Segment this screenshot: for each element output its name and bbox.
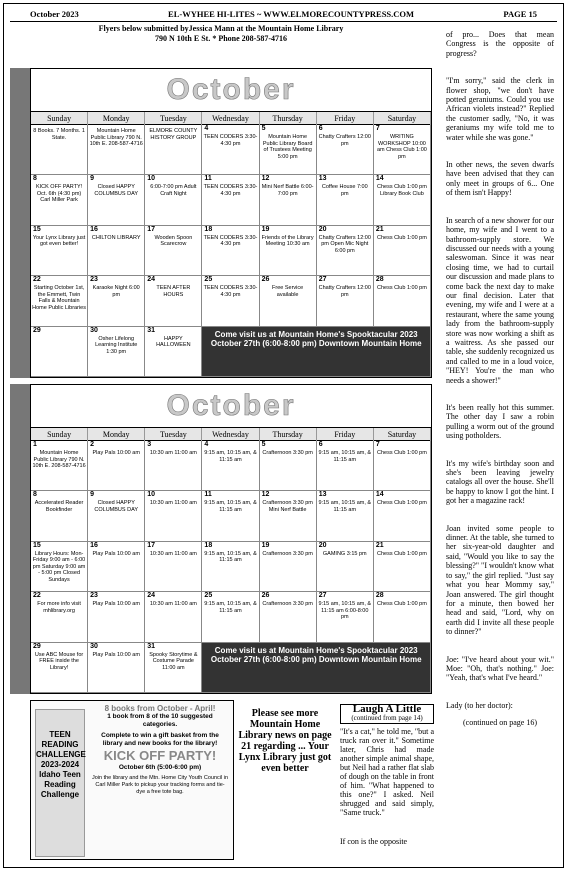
day-cell-20 [317,226,374,276]
day-number: 29 [33,326,41,334]
day-events: CHILTON LIBRARY [91,234,141,241]
day-events: Wooden Spoon Scarecrow [154,234,193,248]
day-cell-11 [202,175,259,225]
page-number: PAGE 15 [503,8,537,19]
day-cell-24 [145,592,202,642]
day-number: 11 [204,491,212,499]
day-events: 9:15 am, 10:15 am, & 11:15 am [318,450,372,463]
day-number: 18 [204,541,213,549]
calendar-info-cell [31,125,88,175]
day-events: Crafternoon 3:30 pm [262,550,313,557]
day-cell-6 [317,125,374,175]
day-number: 31 [147,326,156,334]
weekday-label: Monday [88,112,145,125]
day-cell-31 [145,643,202,693]
day-number: 15 [33,541,41,549]
day-events: Chess Club 1:00 pm [376,285,427,292]
day-events: TEEN CODERS 3:30-4:30 pm [203,285,258,298]
day-cell-18 [202,226,259,276]
day-events: 9:15 am, 10:15 am, & 11:15 am [318,500,372,513]
see-more-note: Please see more Mountain Home Library news on page 21 regarding ... Your Lynx Library just got even better [238,708,332,774]
weekday-label: Thursday [260,112,317,125]
day-events: Your Lynx Library just got even better! [32,234,86,248]
joke-2: "I'm sorry," said the clerk in flower shop, "we don't have potted geraniums. Could you use African violets instead?" Replied the customer sadly, "No, it was geraniums my wife told me to water while she was gone." [446,76,554,142]
day-events: Play Pals 10:00 am [92,450,140,456]
calendar2-sidebar [10,384,30,694]
day-cell-9 [88,175,145,225]
day-number: 27 [318,276,327,284]
day-cell-25 [202,276,259,326]
day-events: ELMORE COUNTY HISTORY GROUP [149,128,198,141]
day-number: 16 [90,225,98,233]
day-events: HAPPY HALLOWEEN [156,335,191,349]
day-number: 4 [204,125,209,132]
day-events: Crafternoon 3:30 pm Mini Nerf Battle [262,500,313,513]
day-number: 26 [261,276,270,284]
day-events: For more info visit mhlibrary.org [37,601,81,614]
day-events: KICK OFF PARTY! Oct. 6th (4:30 pm) Carl Miller Park [35,184,83,204]
teen-reading-badge: TEEN READING CHALLENGE 2023-2024 Idaho Teen Reading Challenge [35,709,85,857]
day-cell-27 [317,276,374,326]
day-cell-22 [31,276,88,326]
day-cell-29 [31,327,88,377]
day-events: 9:15 am, 10:15 am, & 11:15 am [204,550,257,564]
day-events: TEEN CODERS 3:30-4:30 pm [203,234,258,248]
joke-5: It's been really hot this summer. The other day I saw a robin pulling a worm out of the ground using potholders. [446,403,554,441]
day-number: 24 [147,276,156,284]
weekday-label: Friday [317,112,374,125]
day-number: 2 [90,441,95,448]
calendar-adult [30,68,432,378]
page-header [10,6,557,22]
flyer-heading [10,24,432,44]
day-number: 16 [90,541,98,549]
day-cell-12 [260,175,317,225]
day-cell-7 [374,441,431,491]
calendar-info-cell [145,125,202,175]
day-events: Closed HAPPY COLUMBUS DAY [94,500,139,513]
day-events: Chess Club 1:00 pm [376,234,427,241]
day-number: 27 [318,592,327,600]
day-number: 3 [147,441,152,448]
day-events: Come visit us at Mountain Home's Spooktacular 2023 October 27th (6:00-8:00 pm) Downtown Mountain Home [210,645,422,664]
flyer-line3: Complete to win a gift basket from the library and new books for the library! [101,732,219,747]
day-number: 26 [261,592,270,600]
day-events: Mountain Home Public Library Board of Trustees Meeting 5:00 pm [262,134,313,160]
weekday-header [31,427,431,441]
day-number: 22 [33,276,41,284]
joke-6: It's my wife's birthday soon and she's been leaving jewelry catalogs all over the house. She'll be happy to know I got the hint. I got her a magazine rack! [446,458,554,506]
day-events: 9:15 am, 10:15 am, & 11:15 am [204,500,257,513]
day-cell-21 [374,542,431,592]
day-number: 14 [375,175,384,183]
day-events: GAMING 3:15 pm [322,550,367,557]
day-cell-14 [374,491,431,541]
day-events: 9:15 am, 10:15 am, & 11:15 am [204,450,257,463]
day-events: 9:15 am, 10:15 am, & 11:15 am [204,601,257,614]
day-cell-8 [31,491,88,541]
day-cell-15 [31,542,88,592]
day-cell-18 [202,542,259,592]
day-cell-31 [145,327,202,377]
day-events: Spooky Storytime & Costume Parade 11:00 am [149,651,198,671]
day-cell-16 [88,226,145,276]
day-events: Crafternoon 3:30 pm [262,601,313,608]
day-number: 9 [90,175,95,183]
day-cell-3 [145,441,202,491]
joke-9: Lady (to her doctor): [446,700,513,710]
day-events: Play Pals 10:00 am [92,550,140,557]
day-number: 1 [33,441,37,448]
day-number: 17 [147,541,156,549]
day-events: Chatty Crafters 12:00 pm Open Mic Night 6:00 pm [318,234,371,254]
day-cell-30 [88,327,145,377]
weekday-label: Friday [317,428,374,441]
flyer-line5: Join the library and the Mtn. Home City Youth Council in Carl Miller Park to pickup your tracking forms and tie-dye a free tote bag. [91,775,229,795]
day-cell-1 [31,441,88,491]
day-number: 10 [147,175,156,183]
weekday-label: Sunday [31,112,88,125]
day-cell-4 [202,125,259,175]
day-number: 19 [261,225,270,233]
flyer-line4: October 6th (5:00-6:00 pm) [118,764,202,771]
day-events: Starting October 1st, the Emmett, Twin Falls & Mountain Home Public Libraries [32,285,86,311]
day-cell-10 [145,175,202,225]
laugh-a-little [340,704,434,846]
day-events: Mini Nerf Battle 6:00-7:00 pm [261,184,314,197]
day-events: Chess Club 1:00 pm [376,601,427,608]
day-events: TEEN AFTER HOURS [156,285,191,298]
day-number: 8 [33,175,37,183]
weekday-label: Wednesday [202,428,259,441]
day-cell-19 [260,226,317,276]
day-cell-29 [31,643,88,693]
day-number: 13 [318,491,327,499]
day-events: Chatty Crafters 12:00 pm [318,134,371,147]
weekday-label: Tuesday [145,112,202,125]
day-number: 25 [204,592,213,600]
day-cell-2 [88,441,145,491]
day-number: 6 [318,125,323,132]
day-number: 4 [204,441,209,448]
weekday-label: Tuesday [145,428,202,441]
laugh-title: Laugh A Little [352,703,422,715]
calendar-title: October [166,73,296,106]
day-cell-23 [88,276,145,326]
day-number: 18 [204,225,213,233]
day-cell-20 [317,542,374,592]
day-events: Come visit us at Mountain Home's Spooktacular 2023 October 27th (6:00-8:00 pm) Downtown Mountain Home [210,329,422,348]
day-cell-8 [31,175,88,225]
day-number: 5 [261,441,266,448]
day-events: 10:30 am 11:00 am [149,601,197,608]
day-events: Play Pals 10:00 am [92,651,140,658]
day-number: 28 [375,276,384,284]
day-number: 20 [318,225,327,233]
day-number: 19 [261,541,270,549]
day-cell-13 [317,175,374,225]
jokes-column [446,30,554,728]
joke-7: Joan invited some people to dinner. At the table, she turned to her six-year-old daughter and said, "Would you like to say the blessing?" "I wouldn't know what to say," the girl replied. "Just say what you hear Mommy say," Joan answered. The girl thought for a minute, then bowed her head and said, "Lord, why on earth did I invite all these people to dinner?" [446,523,554,637]
issue-date: October 2023 [30,8,79,19]
day-cell-11 [202,491,259,541]
day-number: 8 [33,491,37,499]
day-events: Friends of the Library Meeting 10:30 am [261,234,314,248]
publication-title: EL-WYHEE HI-LITES ~ WWW.ELMORECOUNTYPRESS.COM [168,8,415,19]
day-events: Free Service available [272,285,304,298]
day-number: 7 [375,441,380,448]
day-cell-28 [374,592,431,642]
day-cell-14 [374,175,431,225]
day-events: Osher Lifelong Learning Institute 1:30 pm [95,335,138,355]
day-number: 31 [147,642,156,650]
day-cell-17 [145,542,202,592]
day-number: 23 [90,592,98,600]
day-events: Mountain Home Public Library 790 N. 10th E. 208-587-4716 [32,450,86,469]
weekday-label: Saturday [374,428,431,441]
laugh-tail: If con is the opposite [340,837,408,846]
laugh-body: "It's a cat," he told me, "but a truck ran over it." Sometime later, Chris had made another simple animal shape, but Neil had a rather flat slab of dough on the table in front of him. "What happened to this one?" I asked. Neil shrugged and said simply, "Same truck." [340,727,434,817]
kickoff-heading: KICK OFF PARTY! [103,748,217,763]
calendar-info-cell [88,125,145,175]
day-events: Accelerated Reader Bookfinder [34,500,84,513]
weekday-label: Wednesday [202,112,259,125]
day-events: Chess Club 1:00 pm Library Book Club [376,184,427,197]
day-number: 25 [204,276,213,284]
joke-1: of pro... Does that mean Congress is the opposite of progress? [446,30,554,58]
day-number: 7 [375,125,380,132]
weekday-label: Monday [88,428,145,441]
day-number: 24 [147,592,156,600]
weekday-header [31,111,431,125]
day-cell-26 [260,276,317,326]
day-cell-25 [202,592,259,642]
calendar-kids [30,384,432,694]
day-number: 14 [375,491,384,499]
continued-note: (continued on page 16) [463,718,537,728]
day-cell-16 [88,542,145,592]
day-events: 10:30 am 11:00 am [149,500,197,507]
day-number: 5 [261,125,266,132]
calendar-info-cell [202,327,431,377]
joke-8: Joe: "I've heard about your wit." Moe: "Oh, that's nothing." Joe: "Yeah, that's what I've heard." [446,654,554,683]
day-cell-10 [145,491,202,541]
weekday-label: Thursday [260,428,317,441]
day-cell-26 [260,592,317,642]
day-cell-23 [88,592,145,642]
laugh-heading [340,704,434,724]
flyer-heading-line2: 790 N 10th E St. * Phone 208-587-4716 [154,34,287,43]
weekday-label: Saturday [374,112,431,125]
day-number: 11 [204,175,212,183]
day-cell-19 [260,542,317,592]
day-cell-5 [260,125,317,175]
day-cell-22 [31,592,88,642]
laugh-subtitle: (continued from page 14) [351,714,423,722]
day-number: 15 [33,225,41,233]
day-events: Chatty Crafters 12:00 pm [318,285,371,298]
day-number: 20 [318,541,327,549]
day-events: 8 Books. 7 Months. 1 State. [33,128,85,141]
day-events: 6:00-7:00 pm Adult Craft Night [150,184,197,197]
day-events: Chess Club 1:00 pm [376,550,427,557]
day-cell-13 [317,491,374,541]
day-number: 12 [261,175,270,183]
day-cell-4 [202,441,259,491]
day-events: TEEN CODERS 3:30-4:30 pm [203,184,258,197]
day-number: 12 [261,491,270,499]
day-number: 9 [90,491,95,499]
day-events: WRITING WORKSHOP 10:00 am Chess Club 1:00 pm [376,134,427,160]
calendar-info-cell [202,643,431,693]
day-events: 10:30 am 11:00 am [149,550,197,557]
day-number: 21 [375,225,384,233]
day-cell-5 [260,441,317,491]
day-events: Closed HAPPY COLUMBUS DAY [94,184,139,197]
day-events: Mountain Home Public Library 790 N. 10th E. 208-587-4716 [89,128,143,147]
calendar1-sidebar [10,68,30,378]
day-number: 30 [90,642,98,650]
flyer-heading-line1: Flyers below submitted byJessica Mann at the Mountain Home Library [98,24,344,33]
day-events: Karaoke Night 6:00 pm [92,285,140,298]
day-number: 6 [318,441,323,448]
joke-4: In search of a new shower for our home, my wife and I went to a bathroom-supply store. We discussed our needs with a young saleswoman. Since it was near closing time, we had to curtail our discussion and made plans to come back the next day to make our final decision. Later that evening, my wife and I were at a restaurant, where the same young lady from the bathroom-supply store was now working a shift as a waitress. As she passed our table, she suddenly recognized us and called to me in a loud voice, "HEY! You're the man who needs a shower!" [446,215,554,385]
day-events: Chess Club 1:00 pm [376,450,427,456]
teen-reading-flyer [30,700,234,860]
day-cell-15 [31,226,88,276]
day-number: 21 [375,541,384,549]
flyer-line1: 8 books from October - April! [104,704,216,713]
day-number: 23 [90,276,98,284]
weekday-label: Sunday [31,428,88,441]
flyer-line2: 1 book from 8 of the 10 suggested categories. [107,713,213,728]
day-number: 13 [318,175,327,183]
calendar-title: October [166,389,296,422]
day-number: 29 [33,642,41,650]
day-number: 17 [147,225,156,233]
day-events: Crafternoon 3:30 pm [262,450,313,456]
day-events: Coffee House 7:00 pm [321,184,368,197]
day-cell-7 [374,125,431,175]
day-events: TEEN CODERS 3:30-4:30 pm [203,134,258,147]
joke-3: In other news, the seven dwarfs have been advised that they can only meet in groups of 6... One of them isn't Happy! [446,160,554,198]
day-cell-6 [317,441,374,491]
calendar-grid [31,441,431,693]
day-cell-9 [88,491,145,541]
day-number: 28 [375,592,384,600]
day-cell-12 [260,491,317,541]
day-events: Play Pals 10:00 am [92,601,140,608]
day-events: Use ABC Mouse for FREE inside the Library! [34,651,84,671]
day-number: 30 [90,326,98,334]
day-cell-30 [88,643,145,693]
calendar-grid [31,125,431,377]
day-cell-28 [374,276,431,326]
day-events: 9:15 am, 10:15 am, & 11:15 am 6:00-8:00 pm [318,601,372,621]
day-events: Library Hours: Mon-Friday 9:00 am - 6:00 pm Saturday 9:00 am - 5:00 pm Closed Sundays [32,550,86,583]
day-events: 10:30 am 11:00 am [149,450,197,456]
day-cell-27 [317,592,374,642]
day-events: Chess Club 1:00 pm [376,500,427,507]
day-cell-21 [374,226,431,276]
day-cell-17 [145,226,202,276]
day-number: 10 [147,491,156,499]
day-number: 22 [33,592,41,600]
day-cell-24 [145,276,202,326]
